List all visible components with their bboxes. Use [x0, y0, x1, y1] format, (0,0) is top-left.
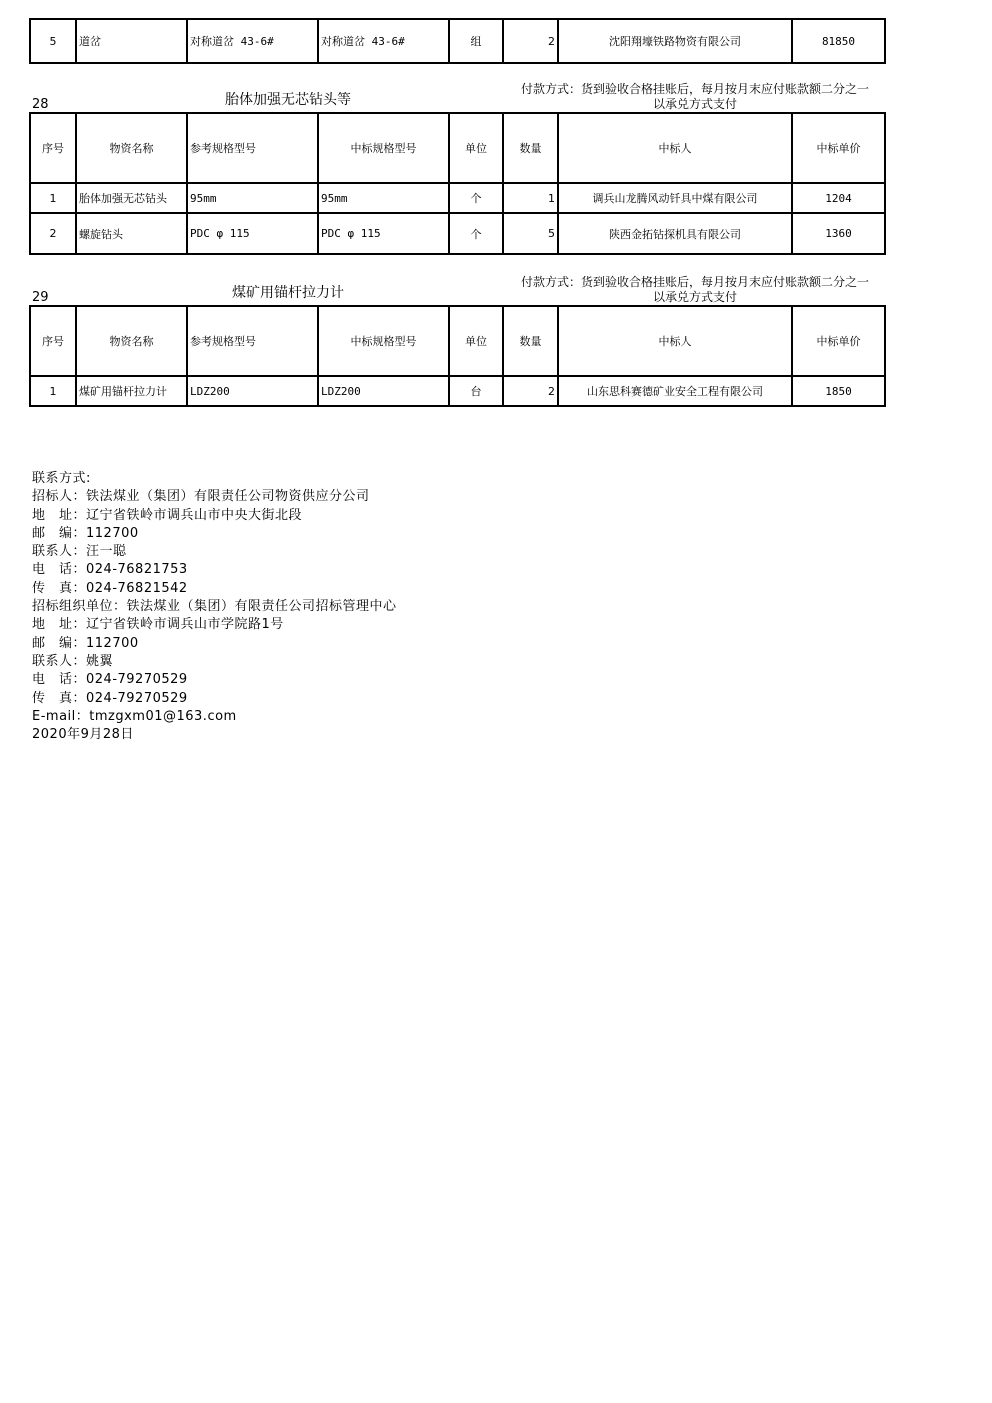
agency-postcode: 邮 编：112700 — [32, 635, 139, 651]
email: E-mail：tmzgxm01@163.com — [32, 708, 237, 724]
header-name: 物资名称 — [76, 306, 187, 376]
header-name: 物资名称 — [76, 113, 187, 183]
cell-ref-spec: 95mm — [187, 183, 318, 213]
header-bid-spec: 中标规格型号 — [318, 306, 449, 376]
payment-terms — [505, 275, 885, 305]
header-unit: 单位 — [449, 306, 503, 376]
header-row — [30, 306, 885, 376]
cell-unit: 个 — [449, 213, 503, 254]
cell-qty: 2 — [503, 376, 558, 406]
section-29-table — [29, 305, 886, 407]
agency-phone: 电 话：024-79270529 — [32, 672, 188, 688]
header-seq: 序号 — [30, 306, 76, 376]
cell-seq: 1 — [30, 183, 76, 213]
tenderer: 招标人：铁法煤业（集团）有限责任公司物资供应分公司 — [32, 489, 370, 505]
agency-address: 地 址：辽宁省铁岭市调兵山市学院路1号 — [32, 617, 284, 633]
cell-name: 胎体加强无芯钻头 — [76, 183, 187, 213]
header-qty: 数量 — [503, 113, 558, 183]
cell-bid-spec: PDC φ 115 — [318, 213, 449, 254]
cell-price: 1204 — [792, 183, 885, 213]
cell-qty: 1 — [503, 183, 558, 213]
payment-terms — [505, 82, 885, 112]
cell-bid-spec: 对称道岔 43-6# — [318, 19, 449, 63]
cell-seq: 5 — [30, 19, 76, 63]
cell-ref-spec: PDC φ 115 — [187, 213, 318, 254]
tenderer-fax: 传 真：024-76821542 — [32, 580, 188, 596]
section-28-table — [29, 112, 886, 255]
header-bid-spec: 中标规格型号 — [318, 113, 449, 183]
header-seq: 序号 — [30, 113, 76, 183]
cell-price: 1360 — [792, 213, 885, 254]
header-unit: 单位 — [449, 113, 503, 183]
payment-line-1: 付款方式：货到验收合格挂账后，每月按月末应付账款额二分之一 — [520, 275, 869, 289]
tenderer-postcode: 邮 编：112700 — [32, 525, 139, 541]
payment-line-2: 以承兑方式支付 — [652, 97, 737, 111]
agency-fax: 传 真：024-79270529 — [32, 690, 188, 706]
top-table — [29, 18, 886, 64]
section-title: 煤矿用锚杆拉力计 — [232, 285, 344, 301]
cell-winner: 陕西金拓钻探机具有限公司 — [558, 213, 792, 254]
cell-seq: 2 — [30, 213, 76, 254]
cell-qty: 5 — [503, 213, 558, 254]
section-number: 28 — [32, 97, 49, 112]
date: 2020年9月28日 — [32, 727, 134, 743]
contact-heading: 联系方式: — [32, 471, 91, 486]
contact-info — [32, 470, 397, 744]
header-ref-spec: 参考规格型号 — [187, 113, 318, 183]
cell-qty: 2 — [503, 19, 558, 63]
cell-winner: 山东思科赛德矿业安全工程有限公司 — [558, 376, 792, 406]
cell-bid-spec: LDZ200 — [318, 376, 449, 406]
cell-name: 螺旋钻头 — [76, 213, 187, 254]
table-row — [30, 183, 885, 213]
payment-line-1: 付款方式：货到验收合格挂账后，每月按月末应付账款额二分之一 — [520, 82, 869, 96]
header-winner: 中标人 — [558, 306, 792, 376]
payment-line-2: 以承兑方式支付 — [652, 290, 737, 304]
header-winner: 中标人 — [558, 113, 792, 183]
cell-unit: 台 — [449, 376, 503, 406]
table-row — [30, 376, 885, 406]
agency-contact-person: 联系人：姚翼 — [32, 653, 114, 669]
agency: 招标组织单位：铁法煤业（集团）有限责任公司招标管理中心 — [32, 599, 397, 615]
header-row — [30, 113, 885, 183]
cell-ref-spec: 对称道岔 43-6# — [187, 19, 318, 63]
cell-winner: 调兵山龙腾风动钎具中煤有限公司 — [558, 183, 792, 213]
cell-seq: 1 — [30, 376, 76, 406]
tenderer-contact-person: 联系人：汪一聪 — [32, 544, 127, 560]
cell-price: 81850 — [792, 19, 885, 63]
section-title: 胎体加强无芯钻头等 — [225, 92, 351, 108]
tenderer-address: 地 址：辽宁省铁岭市调兵山市中央大街北段 — [32, 507, 303, 523]
table-row — [30, 19, 885, 63]
cell-name: 道岔 — [76, 19, 187, 63]
cell-name: 煤矿用锚杆拉力计 — [76, 376, 187, 406]
cell-price: 1850 — [792, 376, 885, 406]
cell-unit: 个 — [449, 183, 503, 213]
table-row — [30, 213, 885, 254]
header-price: 中标单价 — [792, 306, 885, 376]
header-price: 中标单价 — [792, 113, 885, 183]
cell-unit: 组 — [449, 19, 503, 63]
header-ref-spec: 参考规格型号 — [187, 306, 318, 376]
cell-bid-spec: 95mm — [318, 183, 449, 213]
section-number: 29 — [32, 290, 49, 305]
tenderer-phone: 电 话：024-76821753 — [32, 562, 188, 578]
cell-winner: 沈阳翔壕铁路物资有限公司 — [558, 19, 792, 63]
cell-ref-spec: LDZ200 — [187, 376, 318, 406]
header-qty: 数量 — [503, 306, 558, 376]
